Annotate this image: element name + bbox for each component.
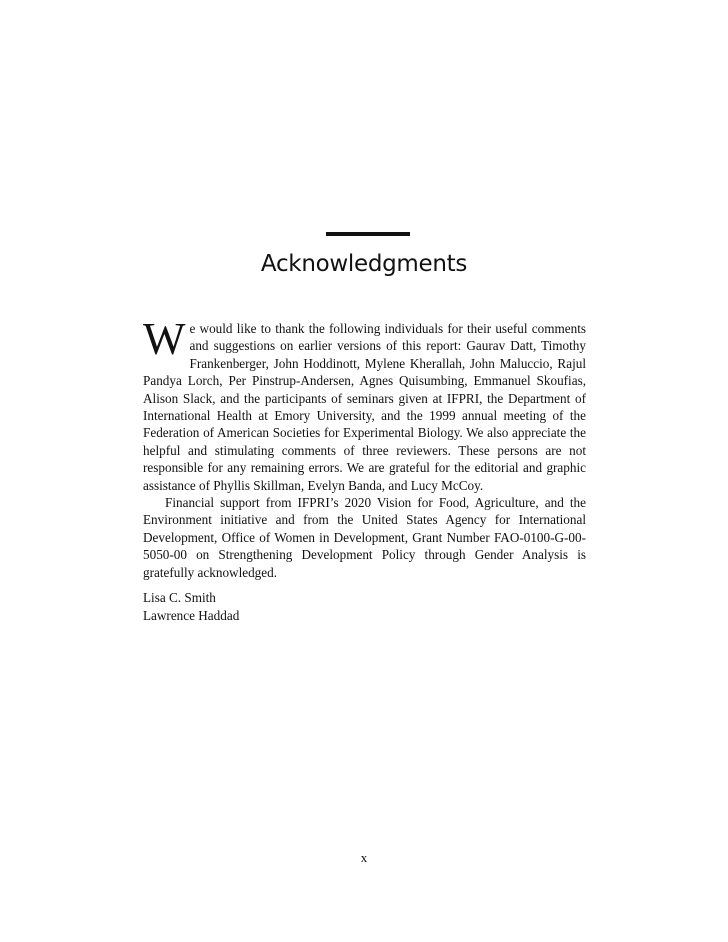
drop-cap: W	[143, 314, 186, 364]
page-title: Acknowledgments	[260, 251, 468, 277]
page-number: x	[360, 850, 368, 865]
paragraph-2: Financial support from IFPRI’s 2020 Vision for Food, Agriculture, and the Environment initiative and from the United States Agency for International Development, Office of Women in Development, Grant Number FAO-0100-G-00-5050-00 on Strengthening Development Policy through Gender Analysis is gratefully acknowledged.	[143, 495, 586, 580]
signature-name: Lawrence Haddad	[143, 607, 240, 623]
acknowledgments-body	[143, 314, 586, 624]
signature-name: Lisa C. Smith	[143, 590, 216, 606]
paragraph-1	[143, 314, 586, 494]
title-rule	[326, 232, 410, 236]
signature-block	[143, 589, 586, 624]
paragraph-1-text: e would like to thank the following individuals for their useful comments and suggestions on earlier versions of this report: Gaurav Datt, Timothy Frankenberger, John Hoddinott, Mylene Kherallah, John Maluccio, Rajul Pandya Lorch, Per Pinstrup-Andersen, Agnes Quisumbing, Emmanuel Skoufias, Alison Slack, and the participants of seminars given at IFPRI, the Department of International Health at Emory University, and the 1999 annual meeting of the Federation of American Societies for Experimental Biology. We also appreciate the helpful and stimulating comments of three reviewers. These persons are not responsible for any remaining errors. We are grateful for the editorial and graphic assistance of Phyllis Skillman, Evelyn Banda, and Lucy McCoy.	[143, 321, 586, 493]
